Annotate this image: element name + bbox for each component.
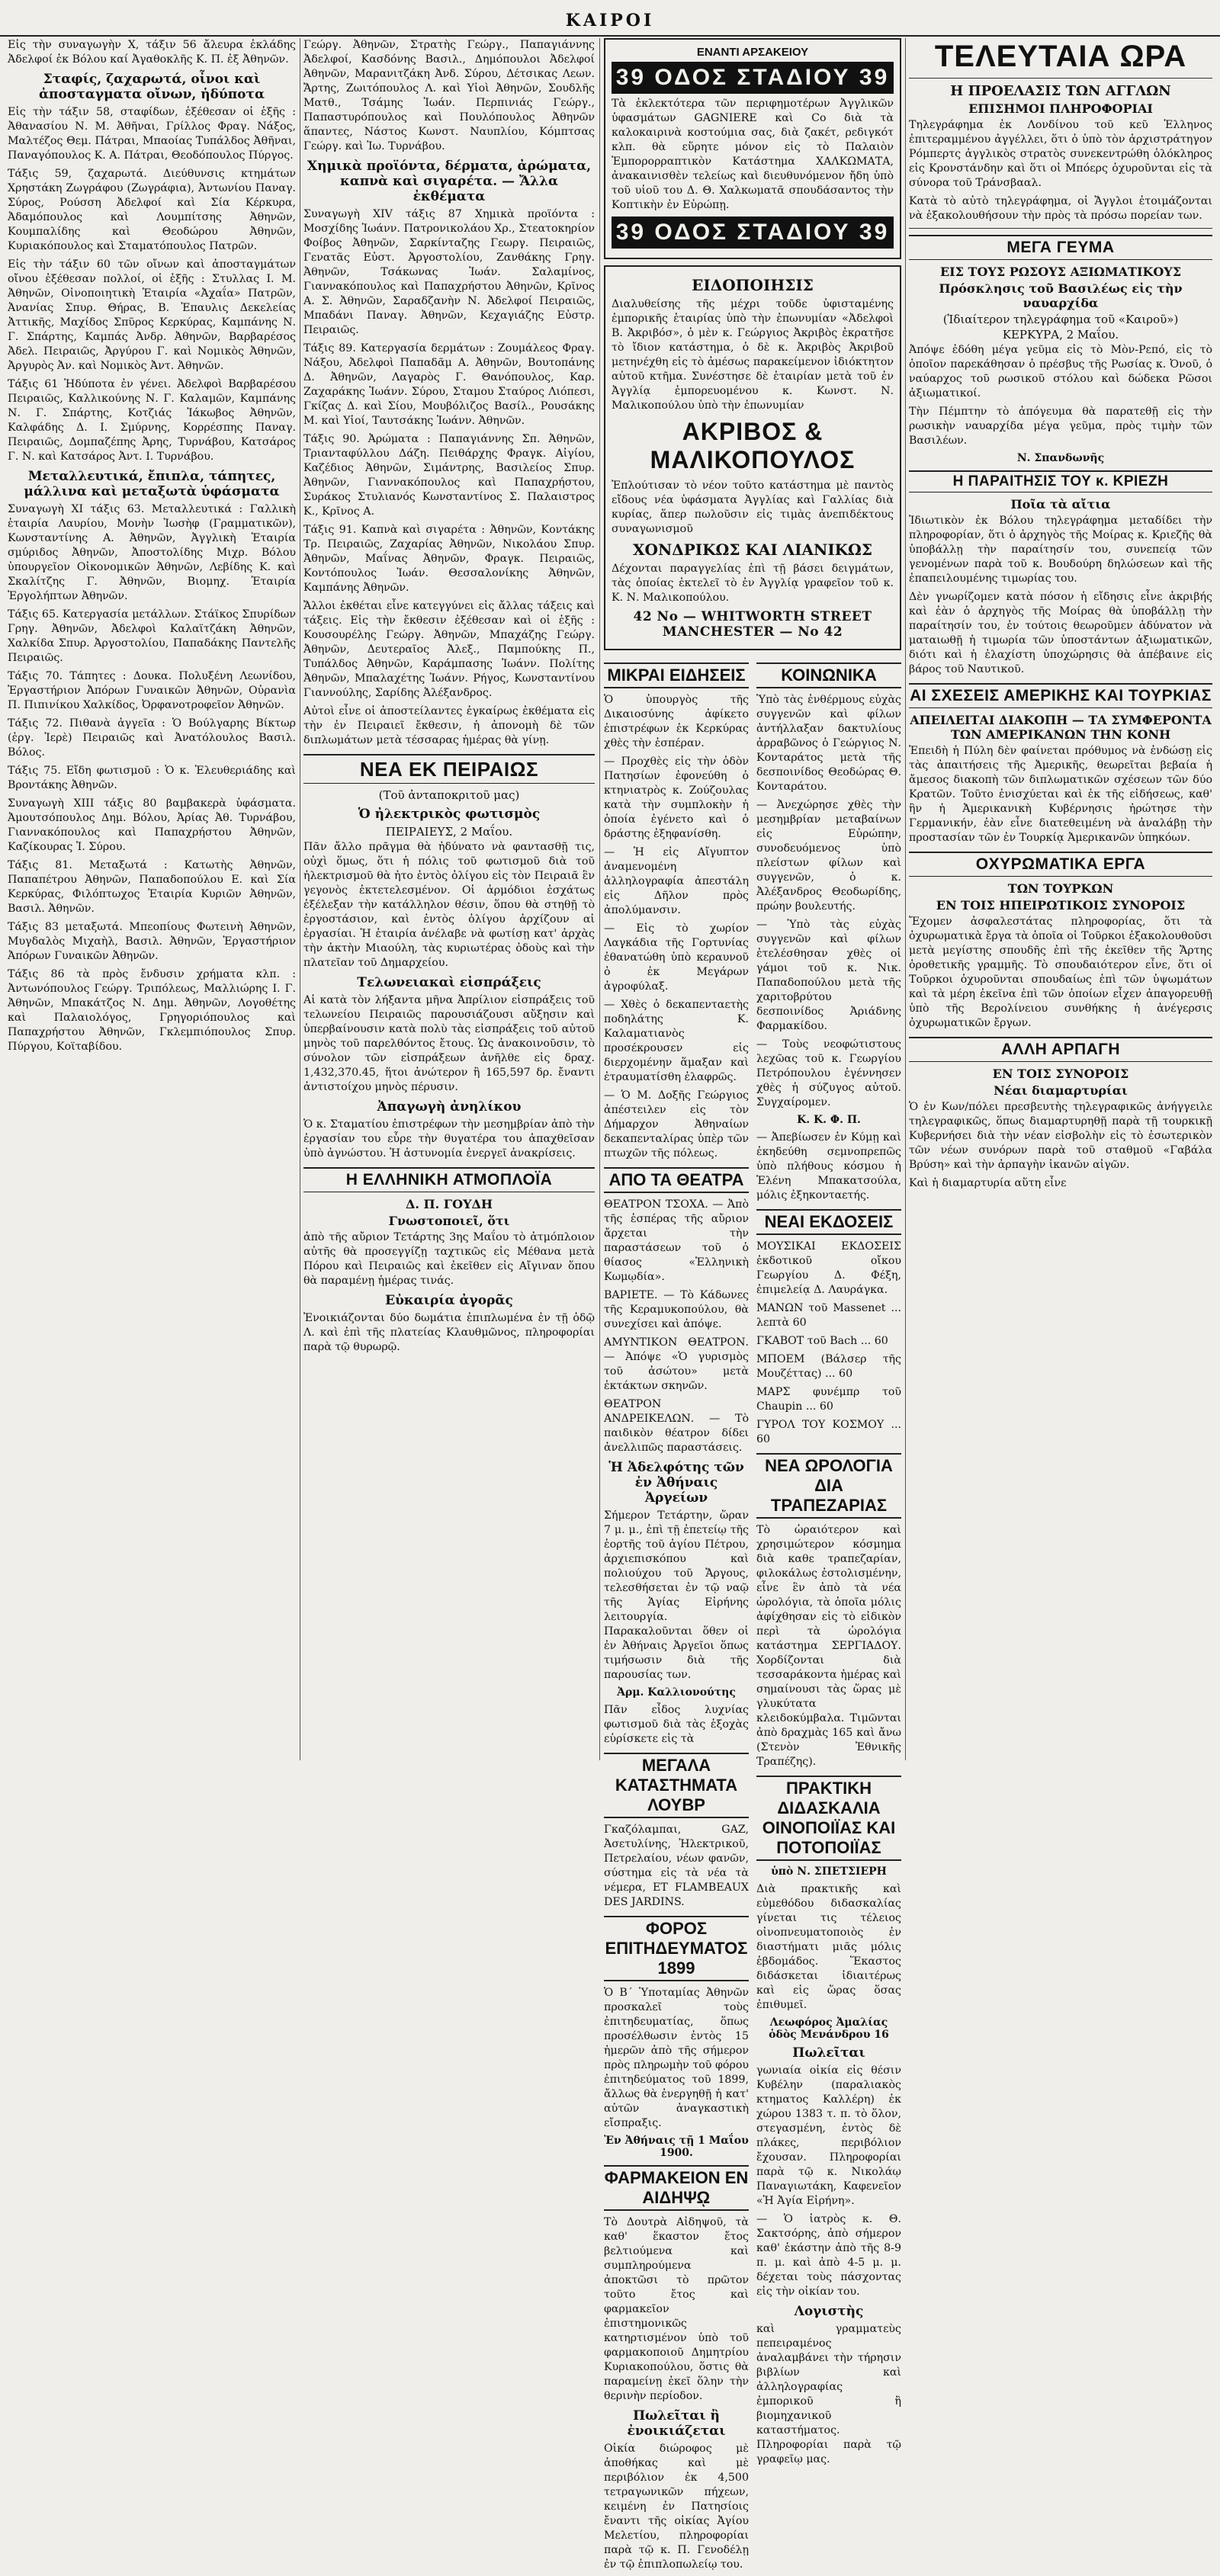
section-heading: Πωλεῖται ἢ ἐνοικιάζεται [627, 2408, 726, 2439]
music-item: ΜΠΟΕΜ (Βάλσερ τῆς Μουζέττας) ... 60 [756, 1353, 901, 1380]
section-subheading: Ποῖα τὰ αἴτια [1010, 497, 1111, 512]
section-heading: ΦΑΡΜΑΚΕΙΟΝ ΕΝ ΑΙΔΗΨῼ [604, 2165, 749, 2211]
section-heading: ΑΛΛΗ ΑΡΠΑΓΗ [909, 1037, 1212, 1062]
section-subheading: ΕΝ ΤΟΙΣ ΗΠΕΙΡΩΤΙΚΟΙΣ ΣΥΝΟΡΟΙΣ [936, 898, 1186, 913]
article-paragraph: Γεώργ. Ἀθηνῶν, Στρατὴς Γεώργ., Παπαγιάννης Ἀδελφοί, Κασδόνης Βασιλ., Δημόπουλοι Ἀδελφοί Ἀθηνῶν, Μαρανιτζάκη Ἀνδ. Σύρου, Δέτσικας Λεων. Ἄρτης, Ζωιτόπουλος Λ. καὶ Υἱοὶ Ἀθηνῶν, Σουδλῆς Ματθ., Τσάμης Ἰωάν. Περπινιάς Γεώργ., Παπαστυρόπουλος καὶ Πουλόπουλος Ἀθηνῶν ἅπαντες, Νάστος Κωνστ. Ναυπλίου, Κόμπτσας Γεώργ. καὶ Ἰω. Τυρνάβου. [303, 39, 595, 152]
ad-banner: 39 ΟΔΟΣ ΣΤΑΔΙΟΥ 39 [612, 62, 894, 94]
section-subheading: ΤΩΝ ΤΟΥΡΚΩΝ [1007, 881, 1114, 896]
ad-side-label: ΕΝΑΝΤΙ ΑΡΣΑΚΕΙΟΥ [696, 46, 809, 59]
section-subheading: ΕΝ ΤΟΙΣ ΣΥΝΟΡΟΙΣ [992, 1067, 1129, 1081]
music-item: ΜΑΡΣ φυνέμπρ τοῦ Chaupin ... 60 [756, 1386, 901, 1413]
article-paragraph: Σήμερον Τετάρτην, ὥραν 7 μ. μ., ἐπὶ τῇ ἐπετείῳ τῆς ἑορτῆς τοῦ ἁγίου Πέτρου, ἀρχιεπισκόπου καὶ πολιούχου τοῦ Ἄργους, τελεσθήσεται ἐν τῷ ναῷ τῆς Ἁγίας Εἰρήνης λειτουργία. Παρακαλοῦνται ὅθεν οἱ ἐν Ἀθήναις Ἀργεῖοι ὅπως τιμήσωσιν διὰ τῆς παρουσίας των. [604, 1509, 749, 1681]
article-paragraph: Αὐτοὶ εἶνε οἱ ἀποστείλαντες ἐγκαίρως ἐκθέματα εἰς τὴν ἐν Πειραιεῖ ἔκθεσιν, ἡ ἀπονομὴ δὲ τῶν διπλωμάτων μετὰ τέσσαρας ἡμέρας θὰ γίνῃ. [303, 705, 595, 746]
theatre-item: ΘΕΑΤΡΟΝ ΤΣΟΧΑ. — Ἀπὸ τῆς ἑσπέρας τῆς αὔριον ἄρχεται τὴν παραστάσεων τοῦ ὁ θίασος «Ἑλληνικὴ Κωμῳδία». [604, 1198, 749, 1283]
signature: Ἀρμ. Καλλιονούτης [617, 1686, 736, 1699]
article-paragraph: Συναγωγὴ ΧΙ τάξις 63. Μεταλλευτικά : Γαλλικὴ ἑταιρία Λαυρίου, Μονὴν Ἰωσὴφ (Γραμματικῶν), Κωνσταντίνης Α. Ἀθηνῶν, Ἀγγλικὴ Ἑταιρία σμύριδος Ἀθηνῶν, Ἀποστολίδης Μιχρ. Βόλου ὑπουργεῖον Οἰκονομικῶν Ἀθηνῶν, Λεβίδης Κ. καὶ Σκαλίτζης Γ. Ἀθηνῶν, Βιομηχ. Ἑταιρία Ἐργολήπτων Ἀθηνῶν. [8, 503, 296, 602]
ad-banner: 39 ΟΔΟΣ ΣΤΑΔΙΟΥ 39 [612, 217, 894, 249]
section-heading: Η ΠΑΡΑΙΤΗΣΙΣ ΤΟΥ κ. ΚΡΙΕΖΗ [909, 470, 1212, 492]
article-paragraph: Ἄλλοι ἐκθέται εἶνε κατεγγύνει εἰς ἄλλας τάξεις καὶ τάξεις. Εἰς τὴν ἔκθεσιν ἐξέθεσαν καὶ οἱ ἑξῆς : Κουσουρέλης Γεώργ. Ἀθηνῶν, Μπαχάζης Γεώργ. Ἀθηνῶν, Δευτεραῖος Ἀλεξ., Παμπούκης Π., Τυπάλδος Ἀθηνῶν, Καράμπασης Ἰωάνν. Πολίτης Ἀθηνῶν, Μπαλαχέτης Ἰωάνν. Ρήγος, Κωνσταντίνου Γιαννούλης, Σαρίδης Ἀλέξανδρος. [303, 600, 595, 699]
news-split [604, 656, 901, 2576]
article-paragraph: καὶ γραμματεὺς πεπειραμένος ἀναλαμβάνει τὴν τήρησιν βιβλίων καὶ ἀλληλογραφίας ἐμπορικοῦ ἢ βιομηχανικοῦ καταστήματος. Πληροφορίαι παρὰ τῷ γραφεῖῳ μας. [756, 2323, 901, 2465]
social-news [756, 656, 901, 2576]
byline: (Τοῦ ἀνταποκριτοῦ μας) [378, 788, 520, 802]
section-heading: Λογιστὴς [794, 2304, 864, 2319]
article-paragraph: Οἰκία διώροφος μὲ ἀποθήκας καὶ μὲ περιβόλιον ἐκ 4,500 τετραγωνικῶν πήχεων, κειμένη ἐν Πατησίοις ἔναντι τῆς οἰκίας Ἀγίου Μελετίου, πληροφορίαι παρὰ τῷ κ. Π. Γενοδέλῃ ἐν τῷ ἐπιπλοπωλείῳ του. [604, 2443, 749, 2571]
section-heading: ΜΕΓΑ ΓΕΥΜΑ [909, 235, 1212, 260]
column-4 [909, 38, 1212, 1760]
article-paragraph: Τάξις 61 Ἡδύποτα ἐν γένει. Ἀδελφοὶ Βαρβαρέσου Πειραιῶς, Καλλικούνης Ν. Γ. Καλαμῶν, Καμπάνης Ν. Γ. Σπάρτης, Κοτζιάς Ἰάκωβος Ἀθηνῶν, Καλφάδης Δ. Ι. Σμύρνης, Κορρέσπης Παναγ. Πειραιῶς, Δομπαζέπης Ἀρης, Τυρνάβου, Κατσάρος Γ. Ν. καὶ Κατσάρος Ἀντ. Ι. Τυρνάβου. [8, 378, 296, 463]
firm-name: ΑΚΡΙΒΟΣ & ΜΑΛΙΚΟΠΟΥΛΟΣ [650, 418, 856, 473]
news-item: — Ἀνεχώρησε χθὲς τὴν μεσημβρίαν μεταβαίνων εἰς Εὐρώπην, συνοδευόμενος ὑπὸ πλείστων φίλων καὶ συγγενῶν, ὁ κ. Ἀλέξανδρος Θεοδωρίδης, πρώην βουλευτής. [756, 799, 901, 913]
divider [909, 78, 1212, 79]
article-paragraph: Γκαζόλαμπαι, GAZ, Ἀσετυλίνης, Ἠλεκτρικοῦ, Πετρελαίου, νέων φανῶν, σύστημα εἰς τὰ νέα τὰ νέμερα, ET FLAMBEAUX DES JARDINS. [604, 1824, 749, 1908]
tailor-advertisement [604, 38, 901, 259]
article-paragraph: Ὁ Β΄ Ὑποταμίας Ἀθηνῶν προσκαλεῖ τοὺς ἐπιτηδευματίας, ὅπως προσέλθωσιν ἐντὸς 15 ἡμερῶν ἀπὸ τῆς σήμερον πρὸς πληρωμὴν τοῦ φόρου ἐπιτηδεύματος τοῦ 1899, ἄλλως θὰ ἐνεργηθῇ ἡ κατ' αὐτῶν ἀναγκαστικὴ εἴσπραξις. [604, 1987, 749, 2129]
section-heading: ΝΕΑ ΩΡΟΛΟΓΙΑ ΔΙΑ ΤΡΑΠΕΖΑΡΙΑΣ [756, 1453, 901, 1519]
shipping-ad-owner: Δ. Π. ΓΟΥΔΗ [405, 1197, 493, 1211]
theatre-item: ΑΜΥΝΤΙΚΟΝ ΘΕΑΤΡΟΝ. — Ἀπόψε «Ὁ γυρισμὸς τοῦ ἀσώτου» μετὰ ἐκτάκτων σκηνῶν. [604, 1336, 749, 1392]
article-paragraph: — Ὁ ἰατρὸς κ. Θ. Σακτσόρης, ἀπὸ σήμερον καθ' ἑκάστην ἀπὸ τῆς 8-9 π. μ. καὶ ἀπὸ 4-5 μ. μ. δέχεται τοὺς πάσχοντας εἰς τὴν οἰκίαν του. [756, 2213, 901, 2298]
latest-hour-title: ΤΕΛΕΥΤΑΙΑ ΩΡΑ [934, 40, 1187, 73]
article-paragraph: Τάξις 81. Μεταξωτά : Κατωτὴς Ἀθηνῶν, Παπαπέτρου Ἀθηνῶν, Παπαδοπούλου Ε. καὶ Σία Κερκύρας, Φιλόπτωχος Ἑταιρία Κυριῶν Ἀθηνῶν, Βασιλ. Ἀθηνῶν. [8, 859, 296, 915]
theatre-item: ΘΕΑΤΡΟΝ ΑΝΔΡΕΙΚΕΛΩΝ. — Τὸ παιδικὸν θέατρον δίδει ἀνελλιπῶς παραστάσεις. [604, 1398, 749, 1454]
article-paragraph: Τάξις 89. Κατεργασία δερμάτων : Ζουμάλεος Φραγ. Νάξου, Ἀδελφοὶ Παπαδᾶμ Α. Ἀθηνῶν, Βουτοπάνης Δ. Ἀθηνῶν, Λαγαρὸς Γ. Θανόπουλος, Καρ. Ζαχαράκης Ἰωάνν. Σύρου, Σταμου Σταύρος Λιόπεσι, Γκίζας Δ. καὶ Σίου, Μουβόλιζος Βασίλ., Ρουσάκης Μ. καὶ Υἱοί, Ταυτσάκης Ἰωάνν. Ἀθηνῶν. [303, 342, 595, 427]
section-heading: ΟΧΥΡΩΜΑΤΙΚΑ ΕΡΓΑ [909, 852, 1212, 877]
ad-text: Δέχονται παραγγελίας ἐπὶ τῇ βάσει δειγμάτων, τὰς ὁποίας ἐκτελεῖ τὸ ἐν Ἀγγλίᾳ γραφεῖον τοῦ κ. Κ. Ν. Μαλικοπούλου. [612, 563, 894, 604]
article-paragraph: ΜΟΥΣΙΚΑΙ ΕΚΔΟΣΕΙΣ ἐκδοτικοῦ οἴκου Γεωργίου Δ. Φέξη, ἐπιμελείᾳ Δ. Λαυράγκα. [756, 1240, 901, 1296]
section-heading: ΑΠΟ ΤΑ ΘΕΑΤΡΑ [604, 1167, 749, 1193]
ad-text: Ἐπλούτισαν τὸ νέον τοῦτο κατάστημα μὲ παντὸς εἴδους νέα ὑφάσματα Ἀγγλίας καὶ Γαλλίας διὰ κυρίας, ἅπερ πωλοῦσιν εἰς τιμὰς ἀνεπιδέκτους συναγωνισμοῦ [612, 480, 894, 535]
masthead: ΚΑΙΡΟΙ [0, 11, 1220, 37]
section-subheading: ΕΠΙΣΗΜΟΙ ΠΛΗΡΟΦΟΡΙΑΙ [968, 101, 1153, 116]
section-heading: Ὁ ἠλεκτρικὸς φωτισμὸς [358, 807, 541, 822]
article-paragraph: Ἔχομεν ἀσφαλεστάτας πληροφορίας, ὅτι τὰ ὀχυρωματικὰ ἔργα τὰ ὁποῖα οἱ Τοῦρκοι ἐξακολουθοῦσι μετὰ μεγίστης σπουδῆς ἐπὶ τῆς ἐκεῖθεν τῆς Ἄρτης ὁροθετικῆς γραμμῆς. Τὸ σπουδαιότερον εἶνε, ὅτι οἱ Τοῦρκοι ὀχυροῦνται σπουδαίως ἐπὶ τῶν ὑψωμάτων καὶ τὰ μέρη ἐκεῖνα ἐπὶ τῶν ὁποίων εἶχεν ἀπαγορευθῇ ὑπὸ τῆς Βερολίνειου συνθήκης ἡ ἀνέγερσις ὀχυρωματικῶν ἔργων. [909, 916, 1212, 1029]
news-item: — Ἡ εἰς Αἴγυπτον ἀναμενομένη ἀλληλογραφία ἀπεστάλη εἰς Δῆλον πρὸς ἀπολύμανσιν. [604, 846, 749, 916]
article-paragraph: γωνιαία οἰκία εἰς θέσιν Κυβέλην (παραλιακὸς κτηματος Καλλέρη) ἐκ χώρου 1383 τ. π. τὸ ὅλον, στεγασμένη, ἐντὸς δὲ πλάκες, περιβόλιον ἔχουσαν. Πληροφορίαι παρὰ τῷ κ. Νικολάῳ Παναγιωτάκη, Καφενεῖον «Ἡ Ἀγία Εἰρήνη». [756, 2064, 901, 2207]
article-paragraph: Τάξις 90. Ἀρώματα : Παπαγιάννης Σπ. Ἀθηνῶν, Τριανταφύλλου Δάζη. Πειθάρχης Φραγκ. Αἰγίου, Καζέδιος Ἀθηνῶν, Σιμάντρης, Βασιλείος Σπυρ. Ἀθηνῶν, Γιαννακόπουλος καὶ Παπαχρήστου, Συράκος Στυλιανός Κωνσταντίνος Σ. Παλαιστρος Κ., Κρῖνος Α. [303, 433, 595, 518]
section-heading: Ἡ Ἀδελφότης τῶν ἐν Ἀθήναις Ἀργείων [608, 1460, 744, 1506]
article-paragraph: Τάξις 75. Εἴδη φωτισμοῦ : Ὁ κ. Ἐλευθεριάδης καὶ Βροντάκης Ἀθηνῶν. [8, 765, 296, 791]
address: Λεωφόρος Ἀμαλίας ὁδὸς Μενάνδρου 16 [769, 2016, 889, 2041]
article-paragraph: Τὸ ὡραιότερον καὶ χρησιμώτερον κόσμημα διὰ καθε τραπεζαρίαν, φιλοκάλως ἐστολισμένην, εἶνε ἓν ἀπὸ τὰ νέα ὡρολόγια, τὰ ὁποῖα μόλις ἀφίχθησαν εἰς τὸ εἰδικὸν περὶ τὰ ὡρολόγια κατάστημα ΣΕΡΓΙΑΔΟΥ. Χορδίζονται διὰ τεσσαράκοντα ἡμέρας καὶ σημαίνουσι τὰς ὥρας μὲ γλυκύτατα κλειδοκύμβαλα. Τιμῶνται ἀπὸ δραχμὰς 165 καὶ ἄνω (Στενὸν Ἐθνικῆς Τραπέζης). [756, 1524, 901, 1768]
article-paragraph: Συναγωγὴ XIII τάξις 80 βαμβακερὰ ὑφάσματα. Ἀμουτσόπουλος Δημ. Βόλου, Ἀρίας Ἀθ. Τυρνάβου, Γιαννακόπουλος καὶ Παπαχρήστου Ἀθηνῶν, Καζίκουρας Ἰ. Σύρου. [8, 797, 296, 853]
signature: Ἐν Ἀθήναις τῇ 1 Μαΐου 1900. [604, 2135, 749, 2159]
section-heading: ΝΕΑΙ ΕΚΔΟΣΕΙΣ [756, 1209, 901, 1235]
byline: ὑπὸ Ν. ΣΠΕΤΣΙΕΡΗ [771, 1865, 887, 1878]
section-heading: Ἀπαγωγὴ ἀνηλίκου [377, 1099, 522, 1115]
news-item: — Ἀπεβίωσεν ἐν Κύμῃ καὶ ἐκηδεύθη σεμνοπρεπῶς ὑπὸ πλήθους κόσμου ἡ Ἑλένη Μπακατσούλα, μόλις ἐξηκονταετής. [756, 1131, 901, 1201]
store-headline: ΜΕΓΑΛΑ ΚΑΤΑΣΤΗΜΑΤΑ ΛΟΥΒΡ [604, 1753, 749, 1818]
news-item: — Προχθὲς εἰς τὴν ὁδὸν Πατησίων ἐφονεύθη ὁ κτηνιατρὸς κ. Ζούζουλας κατὰ τὴν συμπλοκὴν ἡ ὁποία ἐγένετο καὶ ὁ δράστης ἐξηφανίσθη. [604, 755, 749, 840]
section-subheading: Νέαι διαμαρτυρίαι [994, 1083, 1128, 1098]
news-item: — Ὑπὸ τὰς εὐχὰς συγγενῶν καὶ φίλων ἐτελέσθησαν χθὲς οἱ γάμοι τοῦ κ. Νικ. Παπαδοπούλου μετὰ τῆς χαριτοβρύτου δεσποινίδος Ἀριάδνης Φαρμακίδου. [756, 919, 901, 1032]
news-item: — Ὁ Μ. Δοξῆς Γεώργιος ἀπέστειλεν εἰς τὸν Δήμαρχον Ἀθηναίων δεκαπενταλίρας ὑπὲρ τῶν πτωχῶν τῆς πόλεως. [604, 1089, 749, 1160]
article-paragraph: Εἰς τὴν τάξιν 58, σταφίδων, ἐξέθεσαν οἱ ἑξῆς : Ἀθανασίου Ν. Μ. Ἀθῆναι, Γρίλλος Φραγ. Νάξος, Μαλτέζος Θεμ. Πάτραι, Μπαοίας Τυπάλδος Ἀθῆναι, Παναγόπουλος Κ. Α. Πάτραι, Θεοδόπουλος Πύργος. [8, 106, 296, 162]
theatre-item: ΒΑΡΙΕΤΕ. — Τὸ Κάδωνες τῆς Κεραμυκοπούλου, θὰ συνεχίσει καὶ ἀπόψε. [604, 1289, 749, 1330]
news-item: Ὑπὸ τὰς ἐνθέρμους εὐχὰς συγγενῶν καὶ φίλων ἀντήλλαξαν δακτυλίους ἀρραβῶνος ὁ Γεώργιος Ν. Κονταράτος μετὰ τῆς δεσποινίδος Θεοδώρας Θ. Κονταράτου. [756, 694, 901, 793]
section-heading: ΦΟΡΟΣ ΕΠΙΤΗΔΕΥΜΑΤΟΣ 1899 [604, 1916, 749, 1981]
article-paragraph: Τάξις 59, ζαχαρωτά. Διεύθυνσις κτημάτων Χρηστάκη Ζωγράφου (Ζωγράφια), Ἀντωνίου Παναγ. Σύρος, Ρούσση Ἀδελφοί καὶ Σία Κέρκυρα, Ἀδαμόπουλος καὶ Λουμπίτσης Ἀθηνῶν, Κουμπαλίδης καὶ Θεοδώρου Ἀθηνῶν, Κυριακόπουλος καὶ Σταματόπουλος Πατρῶν. [8, 168, 296, 252]
article-paragraph: Τάξις 91. Καπνὰ καὶ σιγαρέτα : Ἀθηνῶν, Κοντάκης Τρ. Πειραιῶς, Ζαχαρίας Ἀθηνῶν, Νικολάου Σπυρ. Ἀθηνῶν, Μαΐνας Ἀθηνῶν, Φραγκ. Πειραιῶς, Κοντόπουλος Ἰωάν. Θεσσαλονίκης Ἀθηνῶν, Καμπάνης Ἀθηνῶν. [303, 524, 595, 594]
article-paragraph: Ὁ κ. Σταματίου ἐπιστρέφων τὴν μεσημβρίαν ἀπὸ τὴν ἐργασίαν του εὗρε τὴν θυγατέρα του ἀπαχθεῖσαν ὑπὸ ἀγνώστου. Ἡ ἀστυνομία ἐνεργεῖ ἀνακρίσεις. [303, 1118, 595, 1160]
article-paragraph: Ἰδιωτικὸν ἐκ Βόλου τηλεγράφημα μεταδίδει τὴν πληροφορίαν, ὅτι ὁ ἀρχηγὸς τῆς Μοίρας κ. Κριεζῆς θὰ ὑποβάλλῃ τὴν παραίτησίν του, συνεπείᾳ τῶν γενομένων παρὰ τοῦ κ. Βουδούρη δηλώσεων καὶ τῆς ἐπαπειλουμένης τιμωρίας του. [909, 515, 1212, 585]
signature: Κ. Κ. Φ. Π. [797, 1114, 861, 1126]
section-heading: Τελωνειακαὶ εἰσπράξεις [357, 975, 541, 990]
article-paragraph: Καὶ ἡ διαμαρτυρία αὕτη εἶνε [909, 1177, 1067, 1189]
article-paragraph: Δὲν γνωρίζομεν κατὰ πόσον ἡ εἴδησις εἶνε ἀκριβής καὶ ἐὰν ὁ ἀρχηγὸς τῆς Μοίρας θὰ ὑποβάλλῃ τὴν παραίτησίν του, ἐν τούτοις θεωροῦμεν ἀδύνατον νὰ ματαιωθῇ ἡ τιμωρία τῶν ὑποστάντων ἀξιωματικῶν, διότι καὶ ἡ ἐλαχίστη ὑποχώρησις θὰ ἀπέβαινε εἰς βάρος τοῦ Ναυτικοῦ. [909, 591, 1212, 675]
section-heading: Χημικὰ προϊόντα, δέρματα, ἀρώματα, καπνὰ καὶ σιγαρέτα. — Ἄλλα ἐκθέματα [307, 159, 592, 204]
article-paragraph: Ἐπειδὴ ἡ Πύλη δὲν φαίνεται πρόθυμος νὰ ἐνδώσῃ εἰς τὰς ἀπαιτήσεις τῆς Ἀμερικῆς, θεωρεῖται βεβαία ἡ ἄμεσος διακοπὴ τῶν διπλωματικῶν σχέσεων τῶν δύο Κρατῶν. Τοῦτο ἐνισχύεται καὶ ἐκ τῆς εἰδήσεως, καθ' ἣν ἡ Ἀμερικανικὴ Κυβέρνησις ἠρώτησε τὴν Γερμανικήν, ἐὰν εἶνε διατεθειμένη νὰ ἀναλάβῃ τὴν προστασίαν τῶν ἐν Τουρκίᾳ Ἀμερικανῶν ὑπηκόων. [909, 745, 1212, 844]
piraeus-news-headline: ΝΕΑ ΕΚ ΠΕΙΡΑΙΩΣ [303, 754, 595, 784]
column-1 [8, 38, 296, 1760]
notice-title: ΕΙΔΟΠΟΙΗΣΙΣ [692, 276, 814, 294]
music-item: ΓΚΑΒΟΤ τοῦ Bach ... 60 [756, 1335, 888, 1347]
article-paragraph: Ὁ ἐν Κων/πόλει πρεσβευτὴς τηλεγραφικῶς ἀνήγγειλε τηλεγραφικῶς, ὅπως διαμαρτυρηθῇ παρὰ τῇ τουρκικῇ Κυβερνήσει διὰ τὴν νέαν εἰσβολὴν εἰς τὸ ἐσωτερικὸν τῶν νέων συνόρων παρὰ τοῦ σταθμοῦ «Γαβάλα Βρύση» καὶ τὴν ἀρπαγὴν ἱκανῶν αἰγῶν. [909, 1101, 1212, 1171]
column-divider [599, 38, 600, 1760]
article-paragraph: Τάξις 83 μεταξωτά. Μπεοπίους Φωτεινὴ Ἀθηνῶν, Μυγδαλὸς Μιχαὴλ, Βασιλ. Ἀθηνῶν, Ἐργαστήριον Ἀπόρων Γυναικῶν Ἀθηνῶν. [8, 921, 296, 962]
article-paragraph: Πᾶν ἄλλο πρᾶγμα θὰ ἠδύνατο νὰ φαντασθῇ τις, οὐχὶ ὅμως, ὅτι ἡ πόλις τοῦ φωτισμοῦ διὰ τοῦ ἠλεκτρισμοῦ θὰ ἠτο ἐντὸς ὀλίγου εἰς τὸν Πειραιᾶ ἓν γεγονὸς ἐκτετελεσμένον. Οἱ ἀρμόδιοι ἐσχάτως ἐξέλεξαν τὴν κατάλληλον θέσιν, ὅπου θὰ στηθῇ τὸ ἐργοστάσιον, καὶ ἐντὸς ὀλίγου ἀρχίζουν αἱ ἐργασίαι. Ἡ ἐταιρία ἀνέλαβε νὰ φωτίσῃ κατ' ἀρχὰς τὴν ἀκτὴν Μιαούλη, τὰς κυριωτέρας ὁδοὺς καὶ τὴν πλατεῖαν τοῦ Δημαρχείου. [303, 841, 595, 969]
firm-address: 42 Νο — WHITWORTH STREET MANCHESTER — Νο 42 [633, 609, 872, 640]
column-3 [604, 38, 901, 2571]
article-paragraph: Τὸ Δουτρὰ Αἰδηψοῦ, τὰ καθ' ἕκαστον ἔτος βελτιούμενα καὶ συμπληρούμενα ἀποκτῶσι τὸ πρῶτον τοῦτο ἔτος καὶ φαρμακεῖον ἐπιστημονικῶς κατηρτισμένον ὑπὸ τοῦ φαρμακοποιοῦ Δημητρίου Κυριακοπούλου, ὅστις θὰ παραμείνῃ ἐκεῖ ὅλην τὴν θερινὴν περίοδον. [604, 2216, 749, 2402]
shipping-ad-notice: Γνωστοποιεῖ, ὅτι [388, 1214, 510, 1228]
section-heading: Μεταλλευτικά, ἔπιπλα, τάπητες, μάλλινα καὶ μεταξωτὰ ὑφάσματα [24, 469, 280, 499]
section-subheading: ΕΙΣ ΤΟΥΣ ΡΩΣΟΥΣ ΑΞΙΩΜΑΤΙΚΟΥΣ [939, 265, 1182, 279]
column-2 [303, 38, 595, 1760]
section-subheading: Πρόσκλησις τοῦ Βασιλέως εἰς τὴν ναυαρχίδα [939, 281, 1183, 310]
signature: Ν. Σπανδωνῆς [1016, 452, 1105, 464]
article-paragraph: Συναγωγὴ XIV τάξις 87 Χημικὰ προϊόντα : Μοσχίδης Ἰωάνν. Πατρονικολάου Χρ., Στεατοκηρίον Φοίβος Ἀθηνῶν, Σαρκίνταζης Γεωργ. Πειραιῶς, Γενατᾶς Εὐστ. Ἀργοστολίου, Ζανθάκης Γρηγ. Ἀθηνῶν, Τσάκωνας Ἰωάν. Σαλαμίνος, Γιαννακόπουλος καὶ Παπαχρήστου Ἀθηνῶν, Κρῖνος Α. Σ. Ἀθηνῶν, Σαραδζανὴν Ν. Ἀδελφοί Πειραιῶς, Μπαδάνι Παναγ. Ἀθηνῶν, Κεχαγιάζης Εὐστρ. Πειραιῶς. [303, 208, 595, 336]
section-heading: Εὐκαιρία ἀγορᾶς [385, 1293, 513, 1308]
article-paragraph: Αἱ κατὰ τὸν λήξαντα μῆνα Ἀπρίλιον εἰσπράξεις τοῦ τελωνείου Πειραιῶς παρουσιάζουσι αὔξησιν καὶ ὑπερβαίνουσιν κατὰ πολὺ τὰς εἰσπράξεις τοῦ αὐτοῦ μηνὸς τοῦ παρελθόντος ἔτους. Ὡς ἀνακοινοῦσιν, τὸ σύνολον τῶν εἰσπράξεων ἀνῆλθε εἰς δραχ. 1,432,370.45, ἥτοι ἀνώτερον ἢ 165,597 δρ. ἔναντι ἀντιστοίχου μηνὸς πέρυσιν. [303, 994, 595, 1093]
article-paragraph: Τάξις 65. Κατεργασία μετάλλων. Στάϊκος Σπυρίδων Γρηγ. Ἀθηνῶν, Ἀδελφοὶ Καλαϊτζάκη Ἀθηνῶν, Χαλκίδα Σπυρ. Ἀργοστολίου, Παπαδάκης Παντελῆς Πειραιῶς. [8, 608, 296, 664]
section-heading: ΑΙ ΣΧΕΣΕΙΣ ΑΜΕΡΙΚΗΣ ΚΑΙ ΤΟΥΡΚΙΑΣ [909, 683, 1212, 708]
section-heading: Σταφίς, ζαχαρωτά, οἶνοι καὶ ἀποσταγματα οἴνων, ἡδύποτα [38, 72, 265, 102]
article-paragraph: Ἐνοικιάζονται δύο δωμάτια ἐπιπλωμένα ἐν τῇ ὁδῷ Λ. καὶ ἐπὶ τῆς πλατείας Κλαυθμῶνος, πληροφορίαι παρὰ τῷ θυρωρῷ. [303, 1312, 595, 1353]
music-item: ΜΑΝΩΝ τοῦ Massenet ... λεπτὰ 60 [756, 1302, 901, 1329]
shipping-ad-headline: Η ΕΛΛΗΝΙΚΗ ΑΤΜΟΠΛΟΪΑ [303, 1167, 595, 1192]
article-paragraph: Τάξις 86 τὰ πρὸς ἔνδυσιν χρήματα κλπ. : Ἀντωνόπουλος Γεώργ. Τριπόλεως, Μαλλιώρης Ι. Γ. Ἀθηνῶν, Μπακάτζος Ν. Δημ. Ἀθηνῶν, Λογοθέτης καὶ Παλαιολόγος, Γρηγοριόπουλος καὶ Παπαχρήστου Ἀθηνῶν, Γκλεμπιόπουλος Σπυρ. Πύργου, Κοϊταβίδου. [8, 968, 296, 1053]
article-paragraph: Εἰς τὴν τάξιν 60 τῶν οἴνων καὶ ἀποσταγμάτων οἴνου ἐξέθεσαν πολλοί, οἱ ἑξῆς : Στυλλας Ι. Μ. Ἀθηνῶν, Οἰνοποιητικὴ Ἑταιρία «Ἀχαΐα» Πατρῶν, Ἀνανίας Σπυρ. Θήρας, Β. Ἐπαυλις Δεκελείας Ἀττικῆς, Μαχίδος Σπῦρος Κερκύρας, Καμπάνης Ν. Γ. Σπάρτης, Καμπάς Ἀνδρ. Ἀθηνῶν, Βαρβαρέσος Ἀδελ. Πειραιῶς, Ἀργύρου Γ. καὶ Νομικὸς Ἀθηνῶν, Ἀργυρὸς Ἀν. καὶ Νομικὸς Ἀντ. Ἀθηνῶν. [8, 258, 296, 372]
dateline: ΚΕΡΚΥΡΑ, 2 Μαΐου. [1002, 328, 1119, 342]
news-item: — Χθὲς ὁ δεκαπενταετὴς ποδηλάτης Κ. Καλαματιανὸς προσέκρουσεν εἰς διερχομένην ἅμαξαν καὶ ἐτραυματίσθη ἐλαφρῶς. [604, 999, 749, 1083]
notice-advertisement [604, 265, 901, 650]
section-heading: Η ΠΡΟΕΛΑΣΙΣ ΤΩΝ ΑΓΓΛΩΝ [950, 83, 1171, 99]
section-heading: Πωλεῖται [792, 2045, 865, 2061]
article-paragraph: Ἀπόψε ἐδόθη μέγα γεῦμα εἰς τὸ Μὸν-Ρεπό, εἰς τὸ ὁποῖον παρεκάθησαν ὁ πρέσβυς τῆς Ρωσίας κ. Ὀνοῦ, ὁ ναύαρχος τοῦ ρωσικοῦ στόλου καὶ δώδεκα Ρῶσοι ἀξιωματικοί. [909, 344, 1212, 399]
article-paragraph: Τὴν Πέμπτην τὸ ἀπόγευμα θὰ παρατεθῇ εἰς τὴν ρωσικὴν ναυαρχίδα μέγα γεῦμα, πρὸς τιμὴν τῶν Βασιλέων. [909, 406, 1212, 447]
section-heading: ΜΙΚΡΑΙ ΕΙΔΗΣΕΙΣ [604, 662, 749, 688]
ad-text: Τὰ ἐκλεκτότερα τῶν περιφημοτέρων Ἀγγλικῶν ὑφασμάτων GAGNIERE καὶ Co διὰ τὰ καλοκαιρινὰ κοστούμια σας, διὰ ζακέτ, ρεδιγκότ κλπ. θὰ εὕρητε μόνον εἰς τὸ Παλαιὸν Ἐμπορορραπτικὸν Κατάστημα ΧΑΛΚΩΜΑΤΑ, ἀνακαινισθὲν τελείως καὶ διευθυνόμενον ἤδη ὑπὸ τοῦ υἱοῦ του Δ. Θ. Χαλκωματᾶ σπουδάσαντος τὴν Κοπτικὴν ἐν Εὐρώπῃ. [612, 98, 894, 211]
dateline: ΠΕΙΡΑΙΕΥΣ, 2 Μαΐου. [385, 825, 513, 839]
article-paragraph: Πᾶν εἶδος λυχνίας φωτισμοῦ διὰ τὰς ἑξοχὰς εὑρίσκετε εἰς τὰ [604, 1704, 749, 1745]
news-item: — Εἰς τὸ χωρίον Λαγκάδια τῆς Γορτυνίας ἐθανατώθη ὑπὸ κεραυνοῦ ὁ ἐκ Μεγάρων ἀγροφύλαξ. [604, 922, 749, 993]
ad-subtitle: ΧΟΝΔΡΙΚΩΣ ΚΑΙ ΛΙΑΝΙΚΩΣ [633, 541, 872, 559]
article-paragraph: Τάξις 72. Πιθανὰ ἀγγεῖα : Ὁ Βούλγαρης Βίκτωρ (ἐργ. Ἱερὲ) Πειραιῶς καὶ Ἀνατόλουλος Βασιλ. Βόλος. [8, 717, 296, 759]
section-subheading: ΑΠΕΙΛΕΙΤΑΙ ΔΙΑΚΟΠΗ — ΤΑ ΣΥΜΦΕΡΟΝΤΑ ΤΩΝ ΑΜΕΡΙΚΑΝΩΝ ΤΗΝ ΚΟΝΗ [910, 713, 1212, 742]
article-paragraph: Διὰ πρακτικῆς καὶ εὐμεθόδου διδασκαλίας γίνεται τις τέλειος οἰνοπνευματοποιὸς ἐν διαστήματι μιᾶς μόλις ἑβδομάδος. Ἕκαστος διδάσκεται ἰδιαιτέρως καὶ εἰς ὥρας ὅσας ἐπιθυμεῖ. [756, 1883, 901, 2011]
news-item: — Τοὺς νεοφώτιστους λεχῶας τοῦ κ. Γεωργίου Πετρόπουλου ἐγέννησεν χθὲς ἡ σύζυγος αὐτοῦ. Συγχαίρομεν. [756, 1038, 901, 1108]
article-paragraph: Εἰς τὴν συναγωγὴν Χ, τάξιν 56 ἄλευρα ἐκλάδης Ἀδελφοί ἐκ Βόλου καί Ἀγαθοκλῆς Κ. Π. ἐξ Ἀθηνῶν. [8, 39, 296, 66]
column-divider [905, 38, 906, 1760]
section-heading: ΚΟΙΝΩΝΙΚΑ [756, 662, 901, 688]
small-news [604, 656, 749, 2576]
section-heading: ΠΡΑΚΤΙΚΗ ΔΙΔΑΣΚΑΛΙΑ ΟΙΝΟΠΟΙΪΑΣ ΚΑΙ ΠΟΤΟΠΟΙΪΑΣ [756, 1776, 901, 1861]
article-paragraph: ἀπὸ τῆς αὔριον Τετάρτης 3ης Μαΐου τὸ ἀτμόπλοιον αὐτῆς θὰ προσεγγίζῃ ταχτικῶς εἰς Μέθανα μετὰ Πόρου καὶ Πειραιῶς καὶ ἐκεῖθεν εἰς Αἴγιναν ὅπου θὰ παραμένῃ ἡμέρας τινάς. [303, 1231, 595, 1287]
news-item: Ὁ ὑπουργὸς τῆς Δικαιοσύνης ἀφίκετο ἐπιστρέφων ἐκ Κερκύρας χθὲς τὴν ἑσπέραν. [604, 694, 749, 749]
article-paragraph: Τάξις 70. Τάπητες : Δουκα. Πολυξένη Λεωνίδου, Ἐργαστήριον Ἀπόρων Γυναικῶν Ἀθηνῶν, Οὐρανὶα Π. Πιπινίκου Χαλκίδος, Ὀρφανοτροφεῖον Ἀθηνῶν. [8, 670, 296, 711]
ad-text: Διαλυθείσης τῆς μέχρι τοῦδε ὑφισταμένης ἐμπορικῆς ἑταιρίας ὑπὸ τὴν ἐπωνυμίαν «Ἀδελφοὶ Β. Ἀκριβόσ», ὁ μὲν κ. Γεώργιος Ἀκριβὸς ἐκρατῆσε τὸ ἴδιον κατάστημα, ὁ δὲ κ. Ἀκριβὸς Ἀκριβοῦ μετηνέχθη εἰς τὸ ἀμέσως παρακείμενον ἰδιόκτητον αὐτοῦ κτῆμα. Συνέστησε δὲ ἑταιρίαν μετὰ τοῦ ἐν Ἀγγλίᾳ ἐμπορευομένου κ. Κωνστ. Ν. Μαλικοπούλου ὑπὸ τὴν ἐπωνυμίαν [612, 298, 894, 412]
byline: (Ἰδιαίτερον τηλεγράφημα τοῦ «Καιροῦ») [942, 313, 1179, 326]
article-paragraph: Τηλεγράφημα ἐκ Λονδίνου τοῦ κεῦ Ἑλληνος ἐπιτεραμμένου ἀγγέλλει, ὅτι ὁ ὑπὸ τὸν ἀρχιστράτηγον Ρόμπερτς ἀγγλικὸς στρατὸς συνεκεντρώθη ὁλόκληρος εἰς Κρονστάνδην καὶ ὅτι οἱ Μπόερς ὀχυροῦνται εἰς τὰ σύνορα τοῦ Τράνσβααλ. [909, 119, 1212, 189]
music-item: ΓΥΡΟΛ ΤΟΥ ΚΟΣΜΟΥ ... 60 [756, 1419, 901, 1445]
divider [909, 228, 1212, 229]
article-paragraph: Κατὰ τὸ αὐτὸ τηλεγράφημα, οἱ Ἄγγλοι ἐτοιμάζονται νὰ ἐξακολουθήσουν τὴν πρὸς τὰ πρόσω πορείαν των. [909, 195, 1212, 222]
